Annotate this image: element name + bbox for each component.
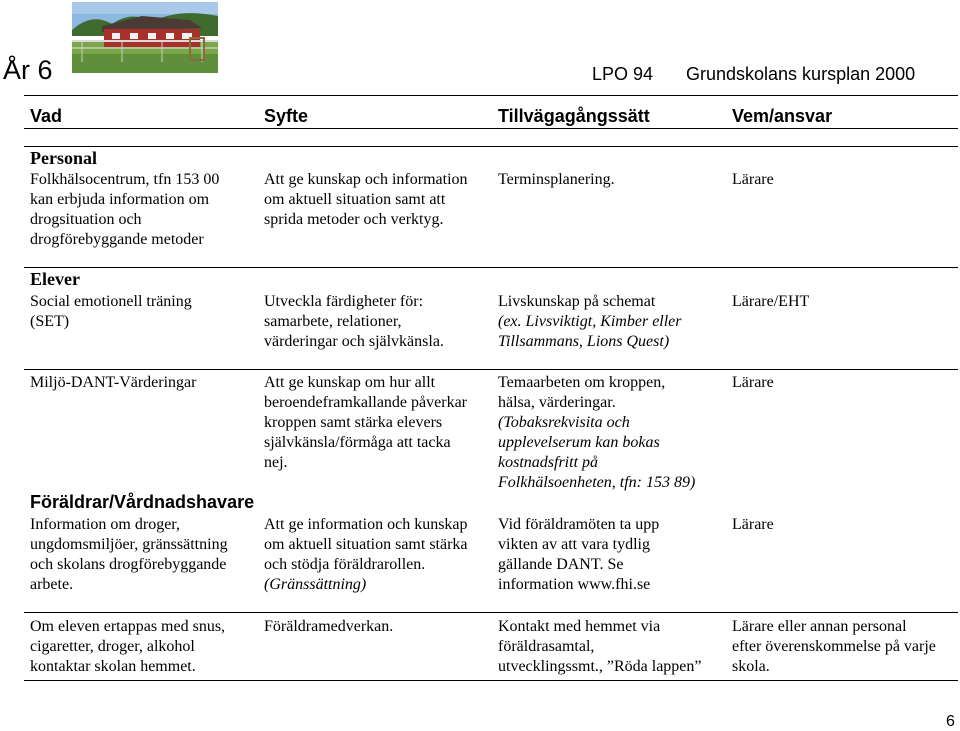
snus-syfte: Föräldramedverkan. bbox=[264, 618, 394, 635]
section-rule-personal bbox=[24, 146, 958, 147]
folkhalsa-vad: Folkhälsocentrum, tfn 153 00 kan erbjuda information om drogsituation och drogförebyggande metoder bbox=[30, 171, 220, 248]
folkhalsa-syfte: Att ge kunskap och information om aktuell situation samt att sprida metoder och verktyg. bbox=[264, 171, 468, 228]
section-foraldrar: Föräldrar/Vårdnadshavare bbox=[30, 492, 255, 512]
page-number: 6 bbox=[946, 713, 955, 730]
lpo-label: LPO 94 bbox=[592, 64, 654, 84]
set-syfte: Utveckla färdigheter för: samarbete, relationer, värderingar och självkänsla. bbox=[264, 293, 444, 350]
snus-vad: Om eleven ertappas med snus, cigaretter, droger, alkohol kontaktar skolan hemmet. bbox=[30, 618, 226, 675]
info-vad: Information om droger, ungdomsmiljöer, gränssättning och skolans drogförebyggande arbete. bbox=[30, 516, 228, 593]
section-personal: Personal bbox=[30, 148, 97, 168]
snus-vem: Lärare eller annan personal efter överenskommelse på varje skola. bbox=[732, 618, 936, 675]
dant-vad: Miljö-DANT-Värderingar bbox=[30, 374, 197, 391]
folkhalsa-tillvagagangssatt: Terminsplanering. bbox=[498, 171, 615, 188]
set-tillvagagangssatt: Livskunskap på schemat (ex. Livsviktigt, Kimber eller Tillsammans, Lions Quest) bbox=[498, 293, 682, 350]
info-vem: Lärare bbox=[732, 516, 774, 533]
section-rule-elever bbox=[24, 267, 958, 268]
folkhalsa-vem: Lärare bbox=[732, 171, 774, 188]
header-rule-top bbox=[24, 95, 958, 96]
section-elever: Elever bbox=[30, 269, 80, 289]
row-rule-dant bbox=[24, 369, 958, 370]
dant-vem: Lärare bbox=[732, 374, 774, 391]
grade-title: År 6 bbox=[3, 55, 53, 85]
column-header-syfte: Syfte bbox=[264, 106, 309, 126]
row-rule-snus bbox=[24, 612, 958, 613]
set-vem: Lärare/EHT bbox=[732, 293, 810, 310]
school-photo bbox=[72, 2, 218, 73]
column-header-tillvagagangssatt: Tillvägagångssätt bbox=[498, 106, 650, 126]
dant-syfte: Att ge kunskap om hur allt beroendeframkallande påverkar kroppen samt stärka elevers självkänsla/förmåga att tacka nej. bbox=[264, 374, 467, 471]
dant-tillvagagangssatt: Temaarbeten om kroppen, hälsa, värderingar. (Tobaksrekvisita och upplevelserum kan bokas kostnadsfritt på Folkhälsoenheten, tfn: 153 89) bbox=[498, 374, 696, 491]
info-tillvagagangssatt: Vid föräldramöten ta upp vikten av att vara tydlig gällande DANT. Se information www.fhi.se bbox=[498, 516, 660, 593]
set-vad: Social emotionell träning (SET) bbox=[30, 293, 192, 330]
header-rule-bottom bbox=[24, 128, 958, 129]
table-rule-bottom bbox=[24, 680, 958, 681]
column-header-vem-ansvar: Vem/ansvar bbox=[732, 106, 833, 126]
kursplan-label: Grundskolans kursplan 2000 bbox=[686, 64, 916, 84]
info-syfte: Att ge information och kunskap om aktuell situation samt stärka och stödja föräldrarollen. (Gränssättning) bbox=[264, 516, 468, 593]
column-header-vad: Vad bbox=[30, 106, 63, 126]
snus-tillvagagangssatt: Kontakt med hemmet via föräldrasamtal, utvecklingssmt., ”Röda lappen” bbox=[498, 618, 702, 675]
